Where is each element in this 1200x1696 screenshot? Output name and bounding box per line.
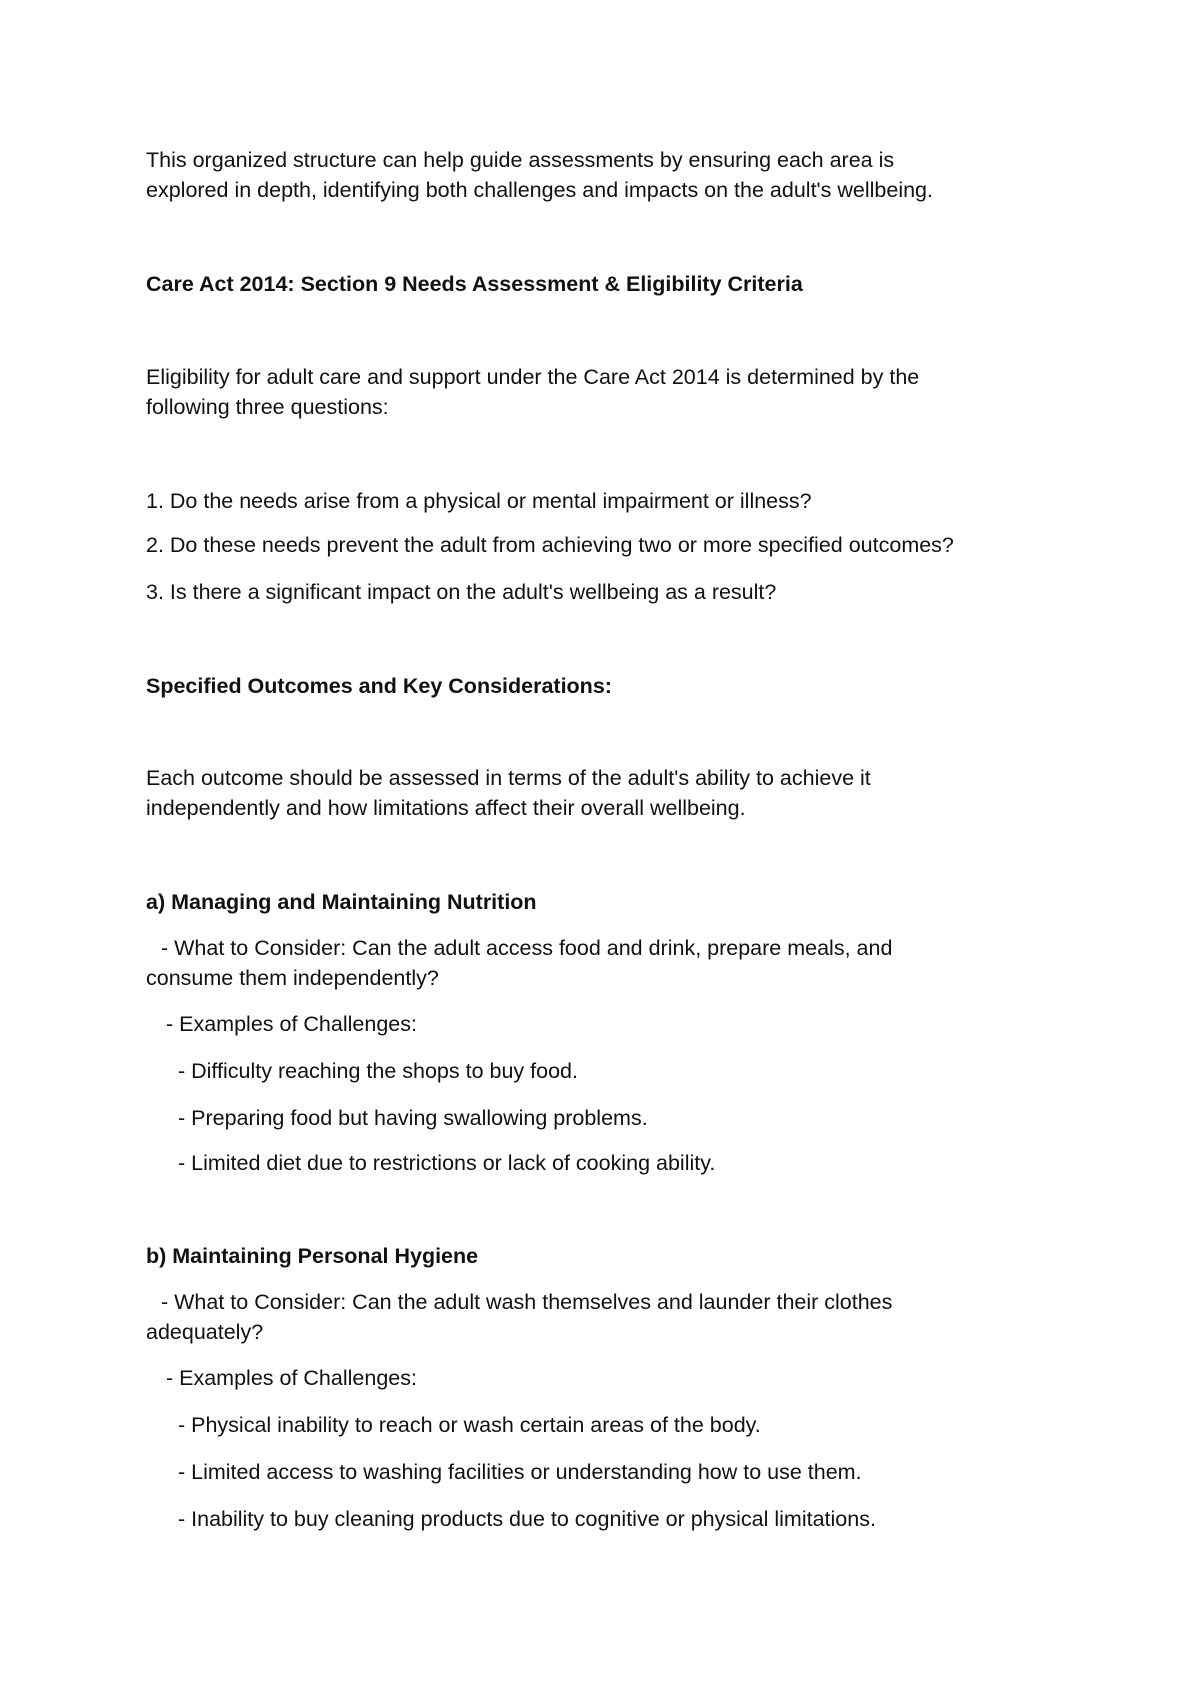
- section-heading: Specified Outcomes and Key Considerations:: [146, 674, 612, 698]
- question-1: 1. Do the needs arise from a physical or mental impairment or illness?: [146, 489, 812, 513]
- question-2: 2. Do these needs prevent the adult from achieving two or more specified outcomes?: [146, 533, 954, 557]
- outcome-a-consider-1: - What to Consider: Can the adult access food and drink, prepare meals, and: [161, 936, 893, 960]
- outcome-b-consider-2: adequately?: [146, 1320, 264, 1344]
- outcome-intro-line-1: Each outcome should be assessed in terms of the adult's ability to achieve it: [146, 766, 871, 790]
- eligibility-line-1: Eligibility for adult care and support under the Care Act 2014 is determined by the: [146, 365, 920, 389]
- outcome-b-consider-1: - What to Consider: Can the adult wash themselves and launder their clothes: [161, 1290, 893, 1314]
- outcome-a-consider-2: consume them independently?: [146, 966, 439, 990]
- outcome-b-title: b) Maintaining Personal Hygiene: [146, 1244, 479, 1268]
- outcome-b-examples: - Examples of Challenges:: [166, 1366, 417, 1390]
- list-item: - Difficulty reaching the shops to buy food.: [178, 1059, 578, 1083]
- outcome-a-examples: - Examples of Challenges:: [166, 1012, 417, 1036]
- intro-line-1: This organized structure can help guide assessments by ensuring each area is: [146, 148, 895, 172]
- eligibility-line-2: following three questions:: [146, 395, 389, 419]
- list-item: - Inability to buy cleaning products due to cognitive or physical limitations.: [178, 1507, 876, 1531]
- list-item: - Preparing food but having swallowing problems.: [178, 1106, 648, 1130]
- outcome-intro-line-2: independently and how limitations affect their overall wellbeing.: [146, 796, 746, 820]
- question-3: 3. Is there a significant impact on the adult's wellbeing as a result?: [146, 580, 777, 604]
- intro-line-2: explored in depth, identifying both challenges and impacts on the adult's wellbeing.: [146, 178, 933, 202]
- section-heading: Care Act 2014: Section 9 Needs Assessment & Eligibility Criteria: [146, 272, 803, 296]
- outcome-a-title: a) Managing and Maintaining Nutrition: [146, 890, 537, 914]
- list-item: - Limited diet due to restrictions or lack of cooking ability.: [178, 1151, 716, 1175]
- list-item: - Limited access to washing facilities or understanding how to use them.: [178, 1460, 862, 1484]
- list-item: - Physical inability to reach or wash certain areas of the body.: [178, 1413, 761, 1437]
